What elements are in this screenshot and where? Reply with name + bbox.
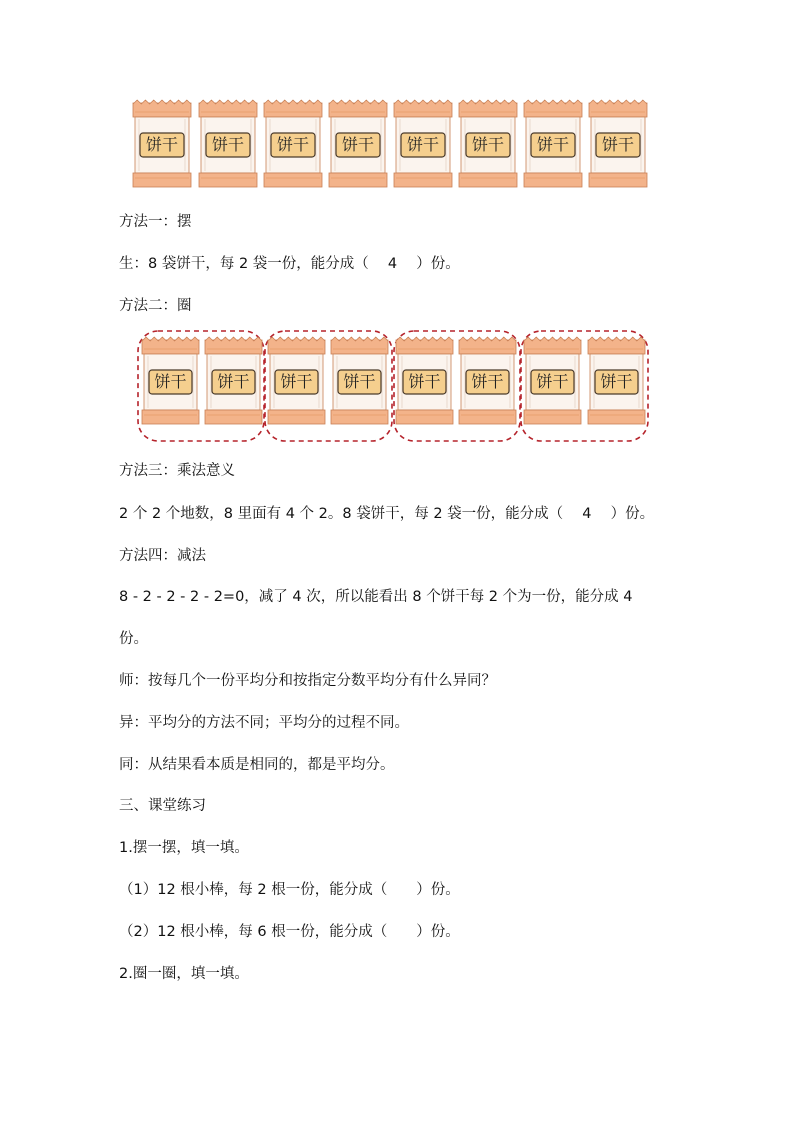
biscuit-label: 饼干 (536, 372, 569, 391)
biscuit-label: 饼干 (471, 135, 505, 154)
biscuit-label: 饼干 (406, 135, 440, 154)
biscuit-label: 饼干 (145, 135, 179, 154)
exercise-1-item-2: （2）12 根小棒，每 6 根一份，能分成（ ）份。 (119, 924, 460, 940)
biscuit-label: 饼干 (217, 372, 250, 391)
biscuit-label: 饼干 (341, 135, 375, 154)
biscuit-package (142, 337, 199, 424)
biscuit-label: 饼干 (471, 372, 504, 391)
method-4-title: 方法四：减法 (119, 548, 206, 564)
biscuit-label: 饼干 (343, 372, 376, 391)
teacher-question: 师：按每几个一份平均分和按指定分数平均分有什么异同？ (119, 673, 496, 689)
biscuit-package (268, 337, 325, 424)
biscuit-package (133, 100, 191, 187)
biscuit-package (459, 100, 517, 187)
biscuit-label: 饼干 (280, 372, 313, 391)
section-3-heading: 三、课堂练习 (119, 798, 206, 814)
biscuit-label: 饼干 (276, 135, 310, 154)
biscuit-package (331, 337, 388, 424)
method-1-sentence: 生：8 袋饼干，每 2 袋一份，能分成（ 4 ）份。 (119, 256, 460, 272)
exercise-1-item-1: （1）12 根小棒，每 2 根一份，能分成（ ）份。 (119, 882, 460, 898)
biscuit-label: 饼干 (536, 135, 570, 154)
method-3-sentence: 2 个 2 个地数，8 里面有 4 个 2。8 袋饼干，每 2 袋一份，能分成（ 4 ）份。 (119, 506, 655, 522)
biscuit-package (329, 100, 387, 187)
biscuit-package (524, 337, 581, 424)
exercise-2-title: 2.圈一圈，填一填。 (119, 966, 249, 982)
biscuit-label: 饼干 (211, 135, 245, 154)
difference-answer: 异：平均分的方法不同；平均分的过程不同。 (119, 715, 409, 731)
biscuit-package (396, 337, 453, 424)
method-3-title: 方法三：乘法意义 (119, 463, 235, 479)
biscuit-row-1 (133, 100, 647, 187)
biscuit-label: 饼干 (154, 372, 187, 391)
biscuit-package (589, 100, 647, 187)
sameness-answer: 同：从结果看本质是相同的，都是平均分。 (119, 757, 395, 773)
biscuit-package (205, 337, 262, 424)
biscuit-label: 饼干 (600, 372, 633, 391)
biscuit-package (264, 100, 322, 187)
biscuit-package (199, 100, 257, 187)
method-2-title: 方法二：圈 (119, 298, 192, 314)
biscuit-label: 饼干 (408, 372, 441, 391)
biscuit-label: 饼干 (601, 135, 635, 154)
biscuit-package (588, 337, 645, 424)
biscuit-package (459, 337, 516, 424)
exercise-1-title: 1.摆一摆，填一填。 (119, 840, 249, 856)
biscuit-package (394, 100, 452, 187)
method-4-sentence-2: 份。 (119, 631, 148, 647)
method-4-sentence-1: 8 - 2 - 2 - 2 - 2=0，减了 4 次，所以能看出 8 个饼干每 2 个为一份，能分成 4 (119, 589, 633, 605)
biscuit-package (524, 100, 582, 187)
method-1-title: 方法一：摆 (119, 214, 192, 230)
